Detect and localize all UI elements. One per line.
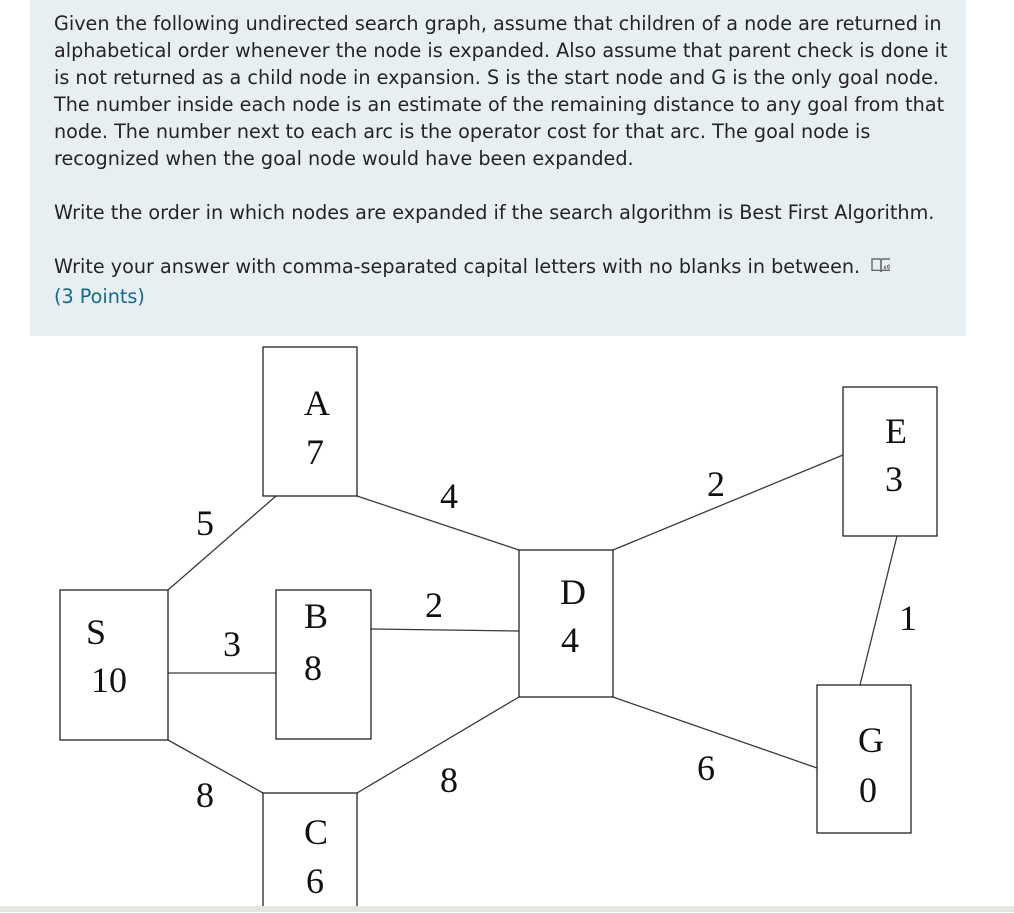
edge-C-D (357, 697, 519, 793)
answer-instructions: Write your answer with comma-separated capital letters with no blanks in between. (54, 255, 861, 278)
graph-node-labels (86, 383, 907, 901)
immersive-reader-icon[interactable] (870, 256, 892, 283)
question-text (54, 10, 954, 310)
node-G-heuristic: 0 (859, 770, 877, 810)
edge-B-D (371, 629, 519, 631)
node-D-label: D (560, 572, 586, 612)
edge-A-D (357, 496, 519, 550)
node-A-label: A (304, 383, 330, 423)
node-C-heuristic: 6 (306, 861, 324, 901)
bottom-divider (0, 906, 1014, 912)
edge-E-G (860, 536, 897, 685)
question-paragraph-1: Given the following undirected search graph, assume that children of a node are returned in alphabetical order whenever the node is expanded. Also assume that parent check is done it is not returned as a child node in expansion. S is the start node and G is the only goal node. The number inside each node is an estimate of the remaining distance to any goal from that node. The number next to each arc is the operator cost for that arc. The goal node is recognized when the goal node would have been expanded. (54, 12, 948, 170)
graph-node-boxes (60, 347, 937, 908)
node-A-heuristic: 7 (306, 432, 324, 472)
edge-cost-S-B: 3 (223, 624, 241, 664)
edge-cost-S-C: 8 (196, 775, 214, 815)
question-paragraph-3 (54, 253, 954, 283)
question-card (30, 0, 966, 336)
node-E-label: E (885, 411, 907, 451)
question-paragraph-2: Write the order in which nodes are expanded if the search algorithm is Best First Algorithm. (54, 201, 935, 224)
edge-cost-D-G: 6 (697, 748, 715, 788)
node-B-heuristic: 8 (304, 648, 322, 688)
search-graph (32, 336, 964, 908)
edge-D-E (613, 455, 843, 550)
edge-S-A (168, 496, 276, 590)
graph-figure-area (32, 336, 964, 908)
edge-cost-B-D: 2 (425, 585, 443, 625)
node-G-label: G (858, 720, 884, 760)
edge-cost-C-D: 8 (440, 760, 458, 800)
edge-cost-A-D: 4 (440, 476, 458, 516)
node-S-heuristic: 10 (91, 660, 127, 700)
node-C-label: C (303, 812, 329, 852)
points-label: (3 Points) (54, 285, 145, 308)
edge-cost-D-E: 2 (707, 464, 725, 504)
edge-cost-E-G: 1 (899, 598, 917, 638)
edge-D-G (613, 697, 817, 768)
node-D-heuristic: 4 (561, 620, 579, 660)
edge-cost-S-A: 5 (196, 503, 214, 543)
node-E-heuristic: 3 (885, 459, 903, 499)
node-B-label: B (303, 596, 329, 636)
edge-S-C (168, 740, 263, 793)
node-S-label: S (85, 612, 107, 652)
